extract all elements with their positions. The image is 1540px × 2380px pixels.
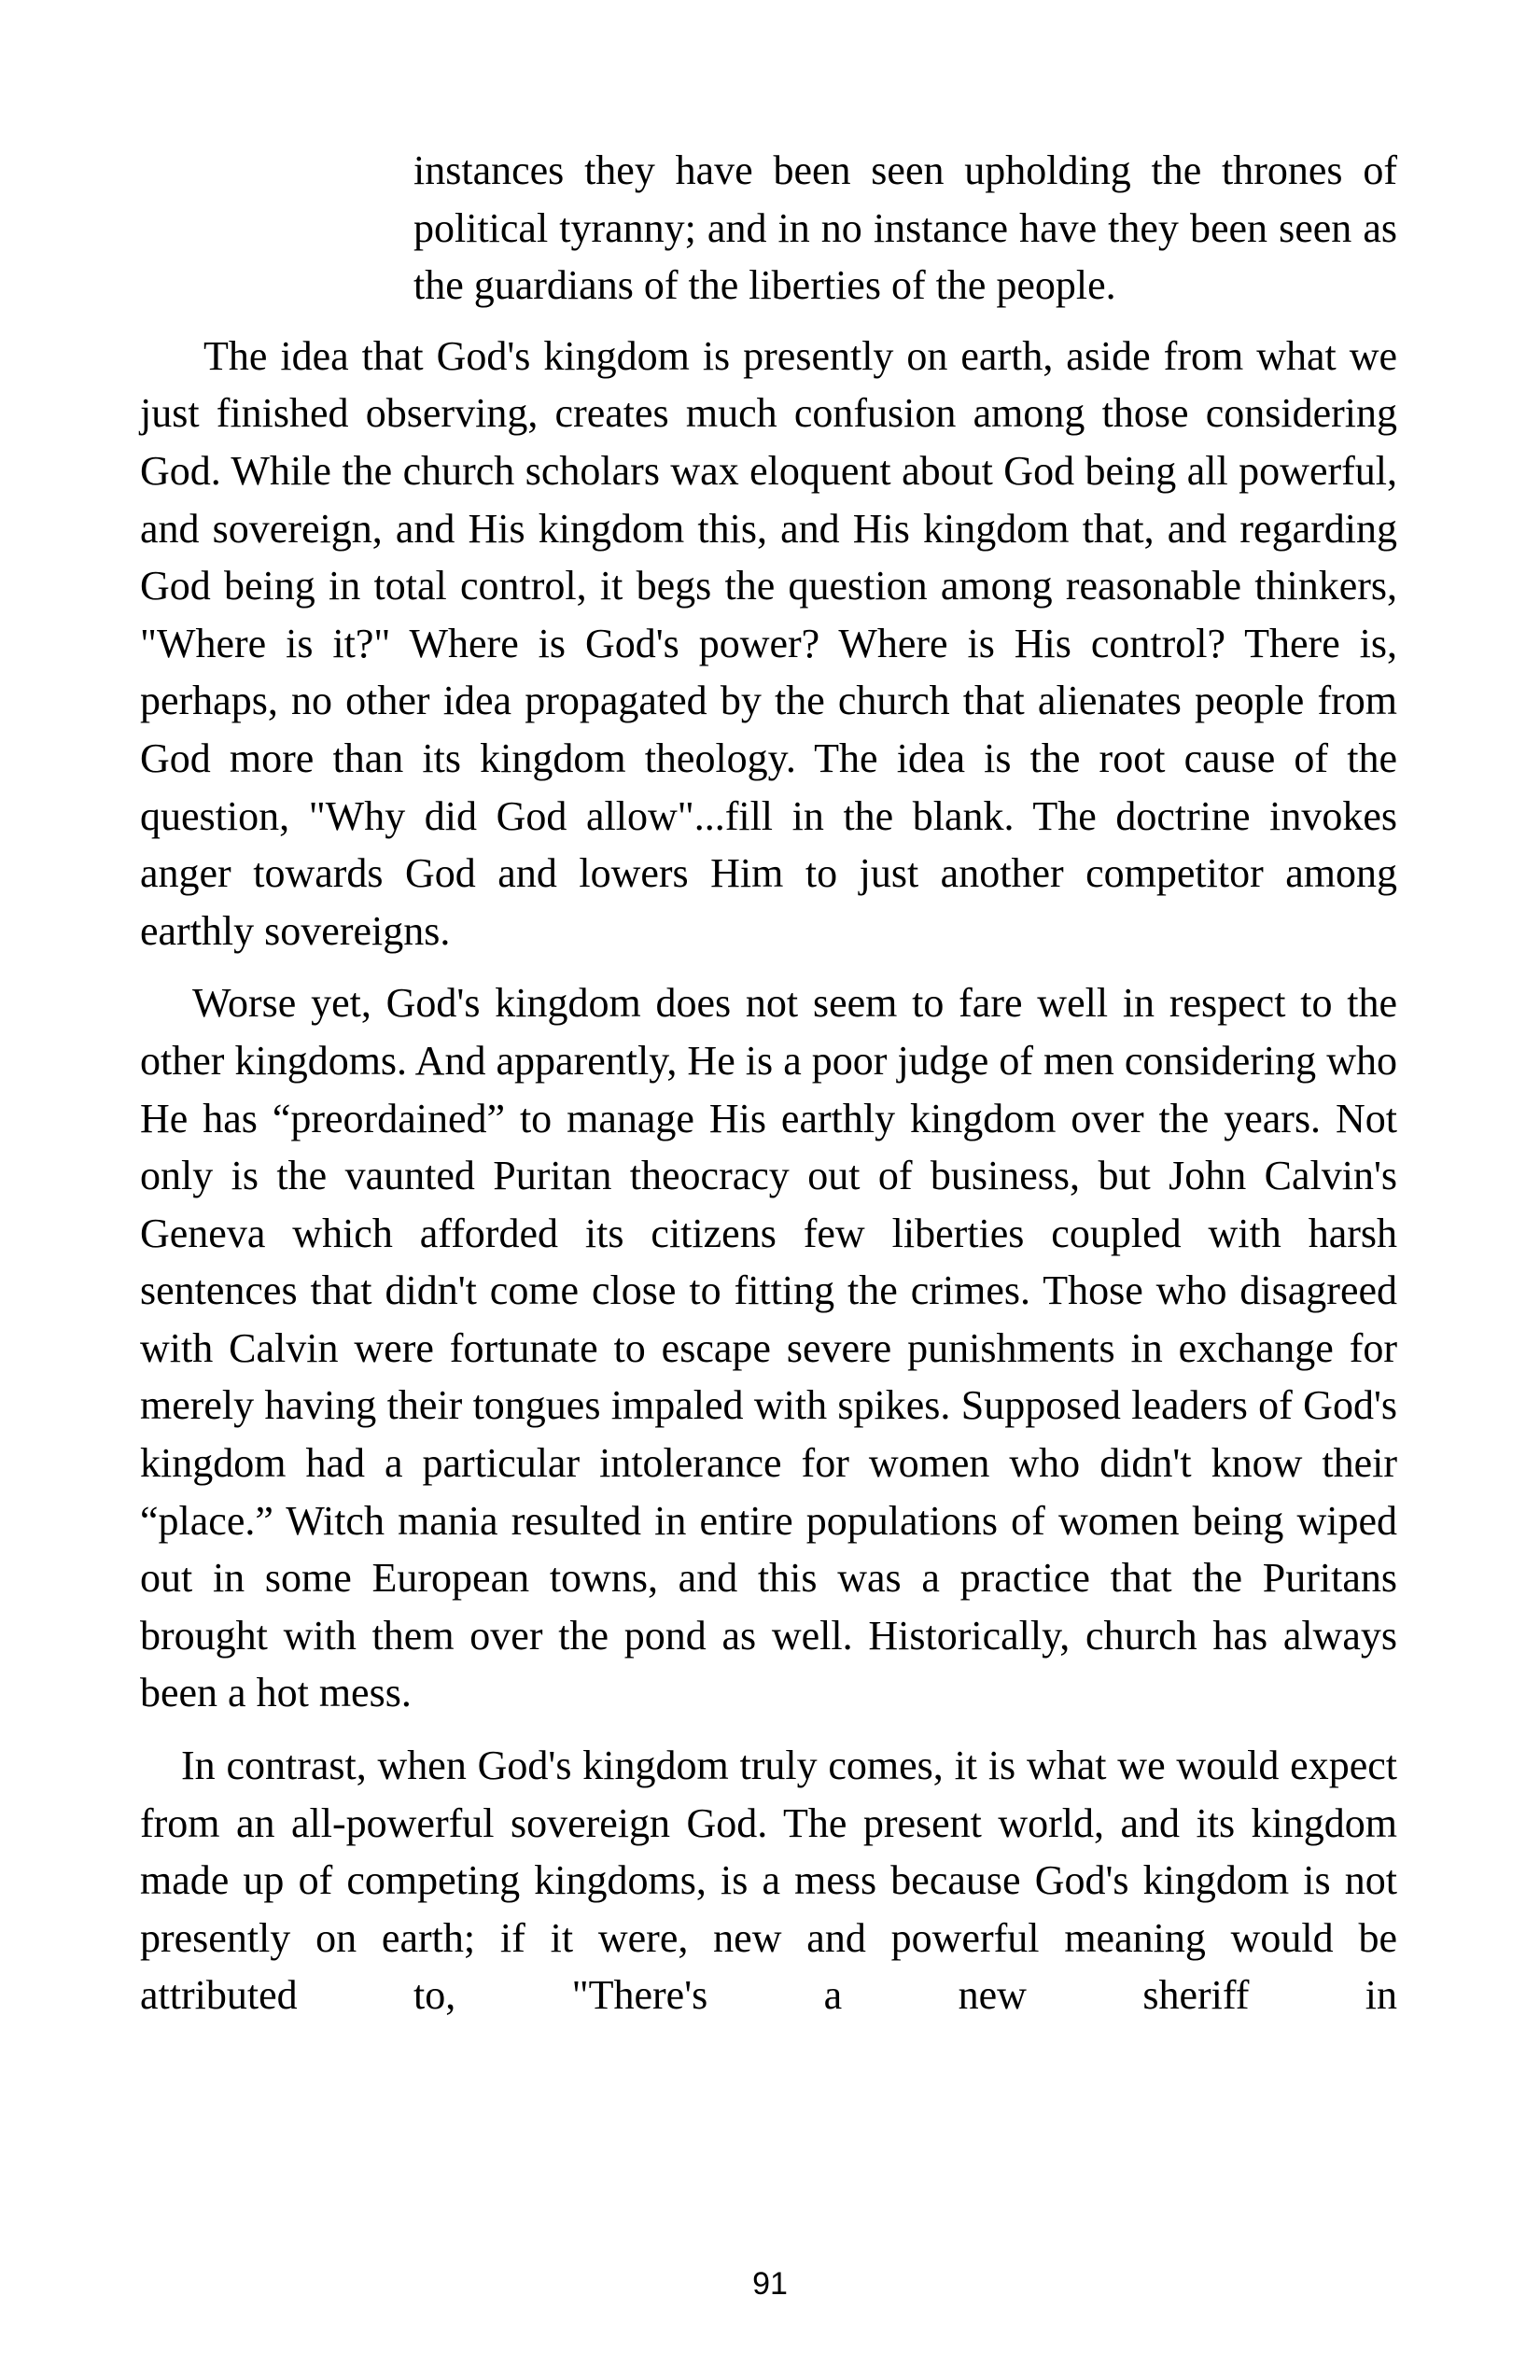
paragraph-worse-yet: Worse yet, God's kingdom does not seem to fare well in respect to the other kingdoms. And apparently, He is a poor judge of men considering who He has “preordained” to manage His earthly kingdom over the years. Not only is the vaunted Puritan theocracy out of business, but John Calvin's Geneva which afforded its citizens few liberties coupled with harsh sentences that didn't come close to fitting the crimes. Those who disagreed with Calvin were fortunate to escape severe punishments in exchange for merely having their tongues impaled with spikes. Supposed leaders of God's kingdom had a particular intolerance for women who didn't know their “place.” Witch mania resulted in entire populations of women being wiped out in some European towns, and this was a practice that the Puritans brought with them over the pond as well. Historically, church has always been a hot mess.	[140, 980, 1397, 1716]
paragraph-kingdom-confusion: The idea that God's kingdom is presently on earth, aside from what we just finished observing, creates much confusion among those considering God. While the church scholars wax eloquent about God being all powerful, and sovereign, and His kingdom this, and His kingdom that, and regarding God being in total control, it begs the question among reasonable thinkers, "Where is it?" Where is God's power? Where is His control? There is, perhaps, no other idea propagated by the church that alienates people from God more than its kingdom theology. The idea is the root cause of the question, "Why did God allow"...fill in the blank. The doctrine invokes anger towards God and lowers Him to just another competitor among earthly sovereigns.	[140, 332, 1397, 954]
paragraph-in-contrast: In contrast, when God's kingdom truly comes, it is what we would expect from an all-powerful sovereign God. The present world, and its kingdom made up of competing kingdoms, is a mess because God's kingdom is not presently on earth; if it were, new and powerful meaning would be attributed to, "There's a new sheriff in	[140, 1743, 1397, 2019]
block-quote: instances they have been seen upholding the thrones of political tyranny; and in no instance have they been seen as the guardians of the liberties of the people.	[413, 147, 1397, 309]
page-number: 91	[752, 2266, 788, 2302]
page-body	[140, 142, 1397, 2024]
